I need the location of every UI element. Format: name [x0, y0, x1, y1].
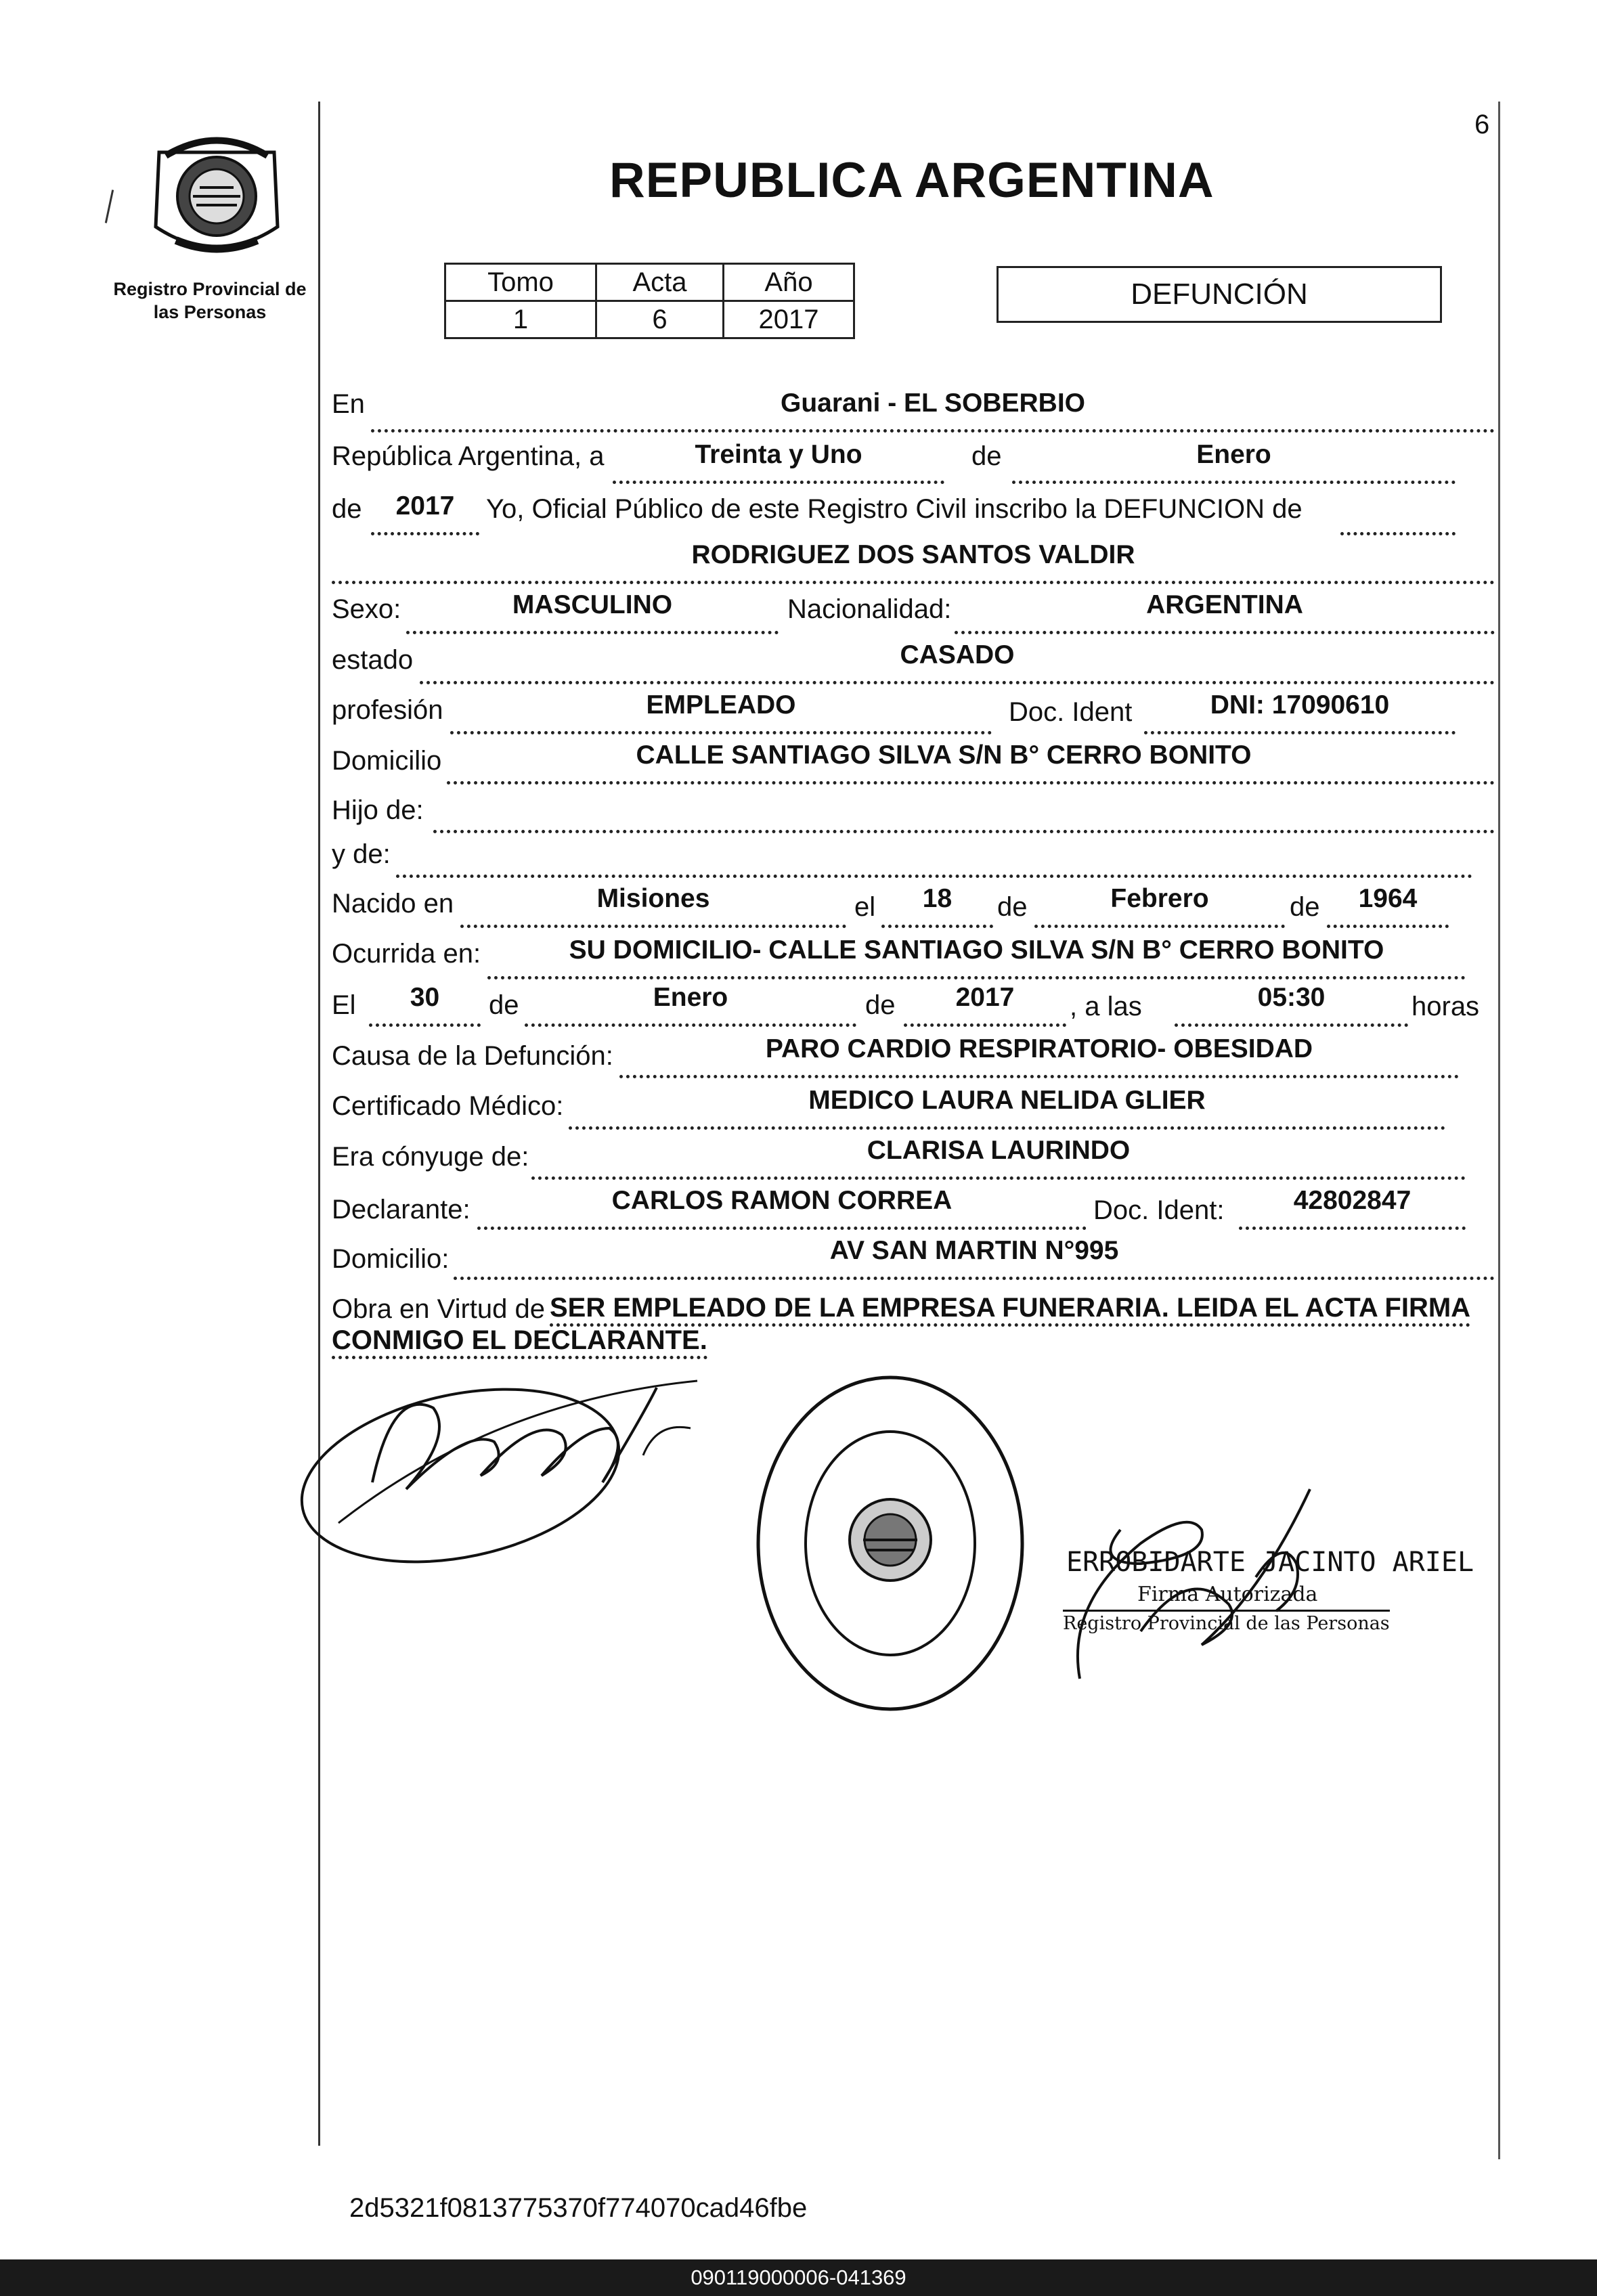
page-number: 6 — [1474, 110, 1490, 139]
sexo-value: MASCULINO — [512, 590, 673, 619]
de2-label: de — [332, 494, 362, 524]
nac-dia: 18 — [922, 884, 953, 913]
anio-value: 2017 — [395, 491, 455, 521]
decl-domicilio-value: AV SAN MARTIN N°995 — [829, 1236, 1119, 1265]
yde-label: y de: — [332, 839, 391, 869]
nacido-value: Misiones — [596, 884, 710, 913]
def-mes: Enero — [653, 983, 728, 1012]
official-role: Firma Autorizada — [1137, 1583, 1318, 1606]
issuer-text — [108, 278, 311, 324]
nac-de1-label: de — [997, 892, 1028, 922]
inscribo-field — [1340, 495, 1456, 535]
def-hora: 05:30 — [1257, 983, 1326, 1012]
decl-domicilio-label: Domicilio: — [332, 1244, 450, 1274]
sexo-label: Sexo: — [332, 594, 401, 624]
profesion-label: profesión — [332, 695, 443, 725]
decl-doc-label: Doc. Ident: — [1093, 1195, 1225, 1225]
republica-label: República Argentina, a — [332, 441, 605, 471]
yde-field — [396, 838, 1472, 878]
conyuge-label: Era cónyuge de: — [332, 1142, 529, 1172]
nac-anio: 1964 — [1358, 884, 1418, 913]
header-acta: Acta — [596, 264, 724, 301]
official-office: Registro Provincial de las Personas — [1063, 1610, 1390, 1634]
causa-label: Causa de la Defunción: — [332, 1041, 613, 1071]
ocurrida-value: SU DOMICILIO- CALLE SANTIAGO SILVA S/N B° CERRO BONITO — [569, 935, 1384, 965]
value-tomo: 1 — [445, 301, 596, 338]
nacido-label: Nacido en — [332, 889, 454, 919]
value-acta: 6 — [596, 301, 724, 338]
el-label: el — [854, 892, 876, 922]
left-border — [318, 102, 320, 2146]
conyuge-value: CLARISA LAURINDO — [867, 1136, 1131, 1165]
header-anio: Año — [724, 264, 854, 301]
hijo-field — [433, 793, 1495, 833]
nacionalidad-label: Nacionalidad: — [787, 594, 952, 624]
def-dia: 30 — [410, 983, 440, 1012]
alas-label: , a las — [1070, 992, 1142, 1021]
issuer-line1: Registro Provincial de — [113, 279, 307, 299]
record-type-box: DEFUNCIÓN — [997, 266, 1442, 323]
def-de1-label: de — [489, 990, 519, 1020]
causa-value: PARO CARDIO RESPIRATORIO- OBESIDAD — [765, 1034, 1313, 1063]
horas-label: horas — [1412, 992, 1480, 1021]
mes-texto: Enero — [1196, 440, 1271, 469]
footer-barcode-text: 090119000006-041369 — [0, 2259, 1597, 2296]
estado-label: estado — [332, 645, 414, 675]
domicilio-label: Domicilio — [332, 746, 442, 776]
def-anio: 2017 — [955, 983, 1015, 1012]
decl-doc-value: 42802847 — [1293, 1186, 1412, 1215]
en-label: En — [332, 389, 365, 419]
en-value: Guarani - EL SOBERBIO — [780, 389, 1086, 418]
def-el-label: El — [332, 990, 356, 1020]
declarante-value: CARLOS RAMON CORREA — [611, 1186, 953, 1215]
declarant-signature-icon — [291, 1347, 751, 1594]
nac-mes: Febrero — [1110, 884, 1209, 913]
right-border — [1498, 102, 1500, 2159]
profesion-value: EMPLEADO — [646, 690, 796, 720]
nacionalidad-value: ARGENTINA — [1146, 590, 1303, 619]
document-title: REPUBLICA ARGENTINA — [609, 153, 1215, 208]
inscribo-text: Yo, Oficial Público de este Registro Civil inscribo la DEFUNCION de — [486, 494, 1303, 524]
official-name: ERROBIDARTE JACINTO ARIEL — [1066, 1547, 1474, 1578]
obra-value-2: CONMIGO EL DECLARANTE. — [332, 1325, 707, 1359]
ocurrida-label: Ocurrida en: — [332, 939, 481, 969]
registry-seal-icon — [139, 125, 294, 271]
obra-value-1: SER EMPLEADO DE LA EMPRESA FUNERARIA. LEIDA EL ACTA FIRMA — [550, 1293, 1470, 1327]
dia-texto: Treinta y Uno — [695, 440, 862, 469]
obra-label: Obra en Virtud de — [332, 1294, 546, 1324]
nombre-value: RODRIGUEZ DOS SANTOS VALDIR — [691, 540, 1135, 569]
record-table — [444, 263, 855, 339]
nac-de2-label: de — [1290, 892, 1320, 922]
stray-mark — [105, 190, 114, 223]
de1-label: de — [971, 441, 1002, 471]
value-anio: 2017 — [724, 301, 854, 338]
issuer-line2: las Personas — [153, 302, 267, 322]
doc-ident-value: DNI: 17090610 — [1210, 690, 1390, 720]
certificado-value: MEDICO LAURA NELIDA GLIER — [808, 1086, 1206, 1115]
certificado-label: Certificado Médico: — [332, 1091, 564, 1121]
doc-ident-label: Doc. Ident — [1009, 697, 1133, 727]
registry-stamp-icon — [745, 1367, 1036, 1723]
document-hash: 2d5321f0813775370f774070cad46fbe — [349, 2193, 808, 2223]
declarante-label: Declarante: — [332, 1195, 471, 1224]
hijo-label: Hijo de: — [332, 795, 424, 825]
header-tomo: Tomo — [445, 264, 596, 301]
domicilio-value: CALLE SANTIAGO SILVA S/N B° CERRO BONITO — [636, 741, 1252, 770]
def-de2-label: de — [865, 990, 896, 1020]
estado-value: CASADO — [900, 640, 1015, 669]
